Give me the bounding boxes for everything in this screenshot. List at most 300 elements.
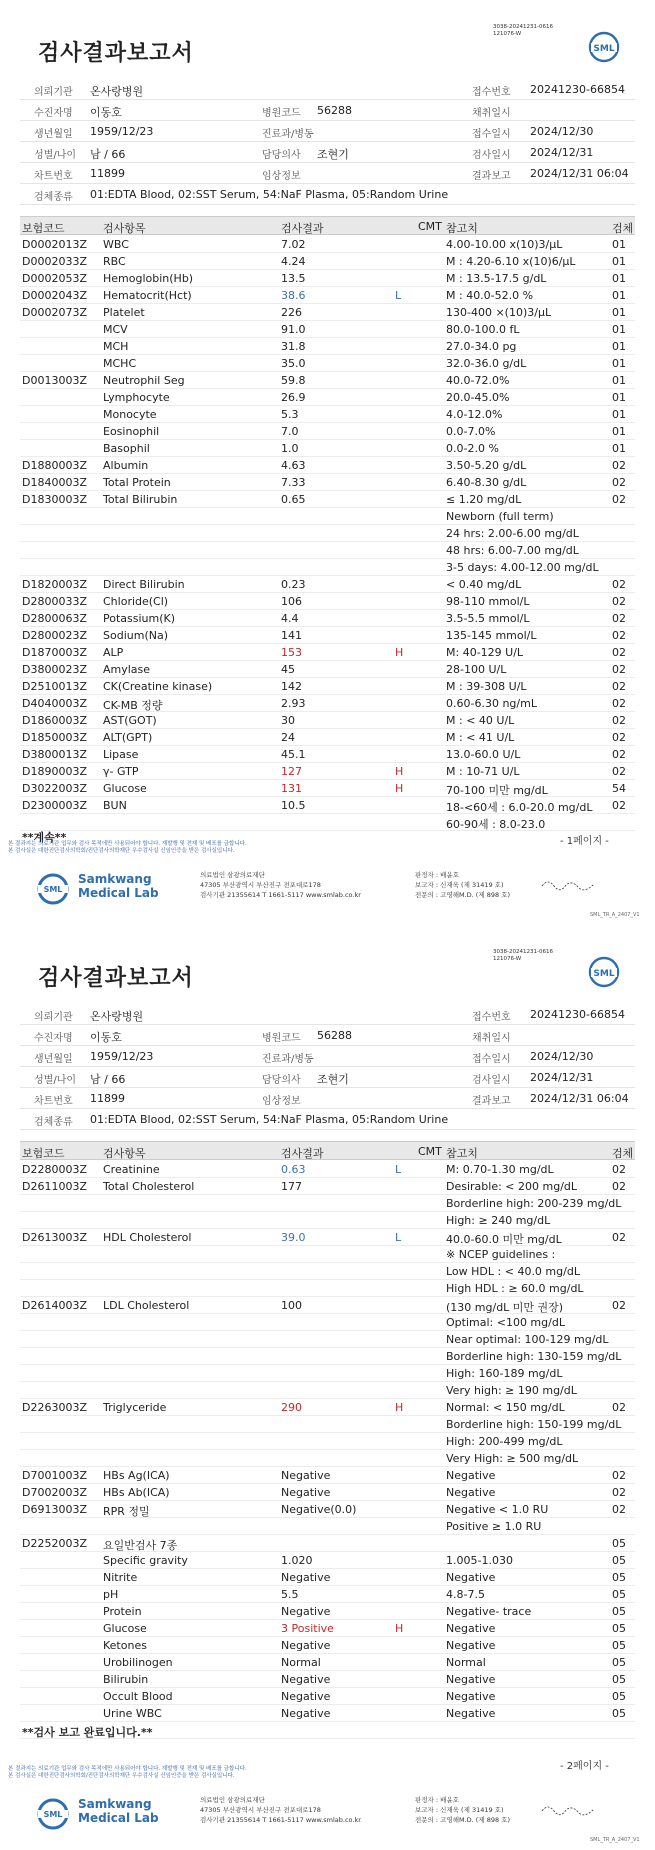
reference-range: Very high: ≥ 190 mg/dL	[446, 1384, 577, 1397]
test-name: 요일반검사 7종	[103, 1539, 178, 1552]
table-row	[20, 729, 635, 746]
test-result: Negative	[281, 1707, 331, 1720]
table-row	[20, 1382, 635, 1399]
test-result: 5.5	[281, 1588, 299, 1601]
test-result: 10.5	[281, 799, 306, 812]
test-code: D1830003Z	[22, 493, 87, 506]
reference-range: Negative	[446, 1690, 496, 1703]
reference-range: ※ NCEP guidelines :	[446, 1248, 556, 1261]
table-row	[20, 253, 635, 270]
specimen-code: 02	[612, 1486, 626, 1499]
table-row	[20, 355, 635, 372]
test-name: Protein	[103, 1605, 142, 1618]
specimen-code: 05	[612, 1588, 626, 1601]
test-name: Triglyceride	[103, 1401, 167, 1414]
sml-logo-icon	[588, 956, 620, 988]
reference-range: M : 10-71 U/L	[446, 765, 520, 778]
table-row	[20, 627, 635, 644]
specimen-code: 05	[612, 1673, 626, 1686]
patient-name: 이동호	[90, 1031, 122, 1044]
table-row	[20, 1569, 635, 1586]
test-code: D2800063Z	[22, 612, 87, 625]
table-row	[20, 1399, 635, 1416]
reference-range: 60-90세 : 8.0-23.0	[446, 818, 546, 831]
test-result: 13.5	[281, 272, 306, 285]
table-row	[20, 1637, 635, 1654]
hospital-name: 온사랑병원	[90, 1010, 144, 1023]
reference-range: 13.0-60.0 U/L	[446, 748, 521, 761]
test-name: Amylase	[103, 663, 151, 676]
reference-range: 0.0-2.0 %	[446, 442, 499, 455]
lab-address: 의료법인 삼광의료재단 47305 부산광역시 부산진구 전포대로178 검사기관 21355614 T 1661-5117 www.smlab.co.kr	[200, 871, 361, 899]
reference-range: Borderline high: 150-199 mg/dL	[446, 1418, 622, 1431]
birth-date: 1959/12/23	[90, 125, 154, 138]
reference-range: M: 40-129 U/L	[446, 646, 524, 659]
test-result: 290	[281, 1401, 302, 1414]
document-id: 3038-20241231-0616 121076-W	[493, 949, 553, 962]
reference-range: Negative	[446, 1639, 496, 1652]
reference-range: 98-110 mmol/L	[446, 595, 530, 608]
notice-text: 본 결과지는 의료기관 업무와 검사 목적에만 사용되어야 합니다. 재발행 및 전재 및 배포를 금합니다. 본 검사실은 대한진단검사의학회/진단검사의학재단 우수검사실 신임인증을 받은 검사실입니다.	[8, 841, 247, 854]
reference-range: Borderline high: 200-239 mg/dL	[446, 1197, 622, 1210]
test-result: 7.02	[281, 238, 306, 251]
test-result: 38.6	[281, 289, 306, 302]
lab-brand: Samkwang Medical Lab	[78, 872, 159, 900]
receipt-number: 20241230-66854	[530, 83, 625, 96]
table-row	[20, 1229, 635, 1246]
specimen-code: 02	[612, 680, 626, 693]
table-row	[20, 525, 635, 542]
table-row	[20, 423, 635, 440]
test-name: Total Bilirubin	[103, 493, 178, 506]
report-title: 검사결과보고서	[38, 966, 194, 991]
reference-range: 0.0-7.0%	[446, 425, 496, 438]
reference-range: M : 40.0-52.0 %	[446, 289, 534, 302]
table-row	[20, 1518, 635, 1535]
reference-range: 80.0-100.0 fL	[446, 323, 520, 336]
test-code: D2252003Z	[22, 1537, 87, 1550]
table-row	[20, 287, 635, 304]
test-result: 226	[281, 306, 302, 319]
form-id: SML_TR_A_2407_V1	[590, 912, 640, 918]
table-row	[20, 1280, 635, 1297]
footer	[0, 862, 655, 910]
result-flag: H	[395, 646, 404, 659]
test-result: 4.63	[281, 459, 306, 472]
test-code: D0002043Z	[22, 289, 87, 302]
table-row	[20, 491, 635, 508]
results-table-header: 보험코드 검사항목 검사결과 CMT 참고치 검체	[20, 216, 635, 235]
test-name: Bilirubin	[103, 1673, 149, 1686]
reference-range: High HDL : ≥ 60.0 mg/dL	[446, 1282, 584, 1295]
reference-range: < 0.40 mg/dL	[446, 578, 522, 591]
test-code: D7002003Z	[22, 1486, 87, 1499]
test-name: HBs Ab(ICA)	[103, 1486, 170, 1499]
result-flag: L	[395, 1231, 402, 1244]
test-code: D2510013Z	[22, 680, 87, 693]
specimen-code: 02	[612, 1231, 626, 1244]
specimen-code: 02	[612, 646, 626, 659]
page-number: - 1페이지 -	[560, 836, 609, 847]
reference-range: 4.8-7.5	[446, 1588, 485, 1601]
specimen-code: 01	[612, 289, 626, 302]
specimen-code: 01	[612, 323, 626, 336]
specimen-code: 02	[612, 1503, 626, 1516]
specimen-code: 02	[612, 1180, 626, 1193]
table-row	[20, 1161, 635, 1178]
hospital-code: 56288	[317, 104, 352, 117]
reference-range: 135-145 mmol/L	[446, 629, 537, 642]
specimen-code: 02	[612, 612, 626, 625]
test-code: D4040003Z	[22, 697, 87, 710]
reference-range: Negative- trace	[446, 1605, 532, 1618]
page-number: - 2페이지 -	[560, 1761, 609, 1772]
table-row	[20, 746, 635, 763]
test-code: D3800013Z	[22, 748, 87, 761]
test-result: 0.23	[281, 578, 306, 591]
reference-range: 3-5 days: 4.00-12.00 mg/dL	[446, 561, 599, 574]
specimen-code: 05	[612, 1707, 626, 1720]
table-row	[20, 1501, 635, 1518]
specimen-code: 02	[612, 799, 626, 812]
table-row	[20, 270, 635, 287]
result-flag: L	[395, 289, 402, 302]
test-name: RPR 정밀	[103, 1505, 150, 1518]
reference-range: 3.5-5.5 mmol/L	[446, 612, 530, 625]
specimen-code: 01	[612, 425, 626, 438]
specimen-code: 02	[612, 697, 626, 710]
table-row	[20, 1688, 635, 1705]
test-name: MCV	[103, 323, 128, 336]
reference-range: Negative	[446, 1571, 496, 1584]
result-flag: L	[395, 1163, 402, 1176]
table-row	[20, 1705, 635, 1722]
signature-icon	[540, 876, 600, 892]
test-result: 35.0	[281, 357, 306, 370]
receipt-number: 20241230-66854	[530, 1008, 625, 1021]
test-result: 4.24	[281, 255, 306, 268]
table-row	[20, 389, 635, 406]
reference-range: (130 mg/dL 미만 권장)	[446, 1301, 564, 1314]
test-name: CK(Creatine kinase)	[103, 680, 213, 693]
document-id: 3038-20241231-0616 121076-W	[493, 24, 553, 37]
specimen-code: 02	[612, 1299, 626, 1312]
specimen-code: 01	[612, 442, 626, 455]
test-code: D0002073Z	[22, 306, 87, 319]
hospital-name: 온사랑병원	[90, 85, 144, 98]
table-row	[20, 1195, 635, 1212]
form-id: SML_TR_A_2407_V1	[590, 1837, 640, 1843]
table-row	[20, 695, 635, 712]
test-name: Albumin	[103, 459, 149, 472]
svg-text:SML: SML	[593, 969, 615, 979]
test-name: Hemoglobin(Hb)	[103, 272, 194, 285]
results-table-header: 보험코드 검사항목 검사결과 CMT 참고치 검체	[20, 1141, 635, 1160]
test-result: Negative	[281, 1673, 331, 1686]
test-result: 127	[281, 765, 302, 778]
test-result: 59.8	[281, 374, 306, 387]
samkwang-logo-icon	[36, 872, 70, 906]
test-name: Nitrite	[103, 1571, 138, 1584]
specimen-code: 05	[612, 1690, 626, 1703]
test-code: D0002013Z	[22, 238, 87, 251]
test-name: Neutrophil Seg	[103, 374, 185, 387]
reference-range: Negative	[446, 1622, 496, 1635]
table-row	[20, 338, 635, 355]
test-name: Total Protein	[103, 476, 171, 489]
table-row	[20, 559, 635, 576]
reference-range: Positive ≥ 1.0 RU	[446, 1520, 542, 1533]
specimen-code: 01	[612, 255, 626, 268]
specimen-code: 02	[612, 1401, 626, 1414]
reference-range: Normal: < 150 mg/dL	[446, 1401, 565, 1414]
test-name: Monocyte	[103, 408, 157, 421]
test-code: D2280003Z	[22, 1163, 87, 1176]
table-row	[20, 1365, 635, 1382]
specimen-code: 54	[612, 782, 626, 795]
reference-range: High: 200-499 mg/dL	[446, 1435, 563, 1448]
test-code: D0002053Z	[22, 272, 87, 285]
table-row	[20, 1212, 635, 1229]
specimen-code: 02	[612, 1469, 626, 1482]
table-row	[20, 1263, 635, 1280]
table-row	[20, 1603, 635, 1620]
test-name: Chloride(Cl)	[103, 595, 169, 608]
reference-range: ≤ 1.20 mg/dL	[446, 493, 522, 506]
test-result: 3 Positive	[281, 1622, 334, 1635]
test-result: 91.0	[281, 323, 306, 336]
table-row	[20, 814, 635, 831]
table-row	[20, 797, 635, 814]
reported-datetime: 2024/12/31 06:04	[530, 167, 629, 180]
table-row	[20, 593, 635, 610]
test-code: D1890003Z	[22, 765, 87, 778]
specimen-code: 05	[612, 1622, 626, 1635]
hospital-code: 56288	[317, 1029, 352, 1042]
reference-range: 3.50-5.20 g/dL	[446, 459, 527, 472]
reference-range: Normal	[446, 1656, 486, 1669]
specimen-code: 01	[612, 340, 626, 353]
specimen-types: 01:EDTA Blood, 02:SST Serum, 54:NaF Plasma, 05:Random Urine	[90, 1113, 449, 1126]
footer	[0, 1787, 655, 1835]
reference-range: M : 13.5-17.5 g/dL	[446, 272, 547, 285]
test-result: 2.93	[281, 697, 306, 710]
test-result: 45	[281, 663, 295, 676]
test-name: HBs Ag(ICA)	[103, 1469, 170, 1482]
test-code: D0002033Z	[22, 255, 87, 268]
table-row	[20, 610, 635, 627]
table-row	[20, 644, 635, 661]
test-name: γ- GTP	[103, 765, 139, 778]
specimen-code: 02	[612, 476, 626, 489]
test-name: LDL Cholesterol	[103, 1299, 190, 1312]
table-row	[20, 304, 635, 321]
results-table-page-1	[20, 236, 635, 831]
reported-datetime: 2024/12/31 06:04	[530, 1092, 629, 1105]
doctor-name: 조현기	[317, 1073, 349, 1086]
report-title: 검사결과보고서	[38, 41, 194, 66]
test-result: Negative(0.0)	[281, 1503, 357, 1516]
sex-age: 남 / 66	[90, 148, 126, 161]
reference-range: 40.0-60.0 미만 mg/dL	[446, 1233, 562, 1246]
test-name: Urine WBC	[103, 1707, 162, 1720]
svg-text:SML: SML	[43, 1810, 63, 1819]
test-result: 177	[281, 1180, 302, 1193]
test-result: 100	[281, 1299, 302, 1312]
table-row	[20, 1552, 635, 1569]
specimen-code: 05	[612, 1571, 626, 1584]
test-name: pH	[103, 1588, 119, 1601]
table-row	[20, 780, 635, 797]
table-row	[20, 661, 635, 678]
test-result: 31.8	[281, 340, 306, 353]
test-name: Basophil	[103, 442, 150, 455]
table-row	[20, 474, 635, 491]
specimen-code: 02	[612, 663, 626, 676]
table-row	[20, 1586, 635, 1603]
notice-text: 본 결과지는 의료기관 업무와 검사 목적에만 사용되어야 합니다. 재발행 및 전재 및 배포를 금합니다. 본 검사실은 대한진단검사의학회/진단검사의학재단 우수검사실 신임인증을 받은 검사실입니다.	[8, 1766, 247, 1779]
reference-range: M : 39-308 U/L	[446, 680, 527, 693]
report-end-marker: **검사 보고 완료입니다.**	[20, 1722, 635, 1739]
test-code: D1880003Z	[22, 459, 87, 472]
test-name: HDL Cholesterol	[103, 1231, 192, 1244]
test-result: 39.0	[281, 1231, 306, 1244]
table-row	[20, 1297, 635, 1314]
specimen-code: 02	[612, 629, 626, 642]
table-row	[20, 457, 635, 474]
test-result: 106	[281, 595, 302, 608]
chart-number: 11899	[90, 167, 125, 180]
reference-range: 24 hrs: 2.00-6.00 mg/dL	[446, 527, 579, 540]
test-name: Glucose	[103, 1622, 147, 1635]
table-row	[20, 1348, 635, 1365]
specimen-code: 01	[612, 374, 626, 387]
specimen-code: 05	[612, 1656, 626, 1669]
test-name: Creatinine	[103, 1163, 160, 1176]
reference-range: 4.0-12.0%	[446, 408, 503, 421]
reference-range: 28-100 U/L	[446, 663, 507, 676]
birth-date: 1959/12/23	[90, 1050, 154, 1063]
patient-name: 이동호	[90, 106, 122, 119]
table-row	[20, 678, 635, 695]
doctor-name: 조현기	[317, 148, 349, 161]
test-name: Glucose	[103, 782, 147, 795]
reference-range: Negative	[446, 1486, 496, 1499]
test-name: Specific gravity	[103, 1554, 188, 1567]
test-name: Eosinophil	[103, 425, 160, 438]
table-row	[20, 1654, 635, 1671]
result-flag: H	[395, 1622, 404, 1635]
test-code: D0013003Z	[22, 374, 87, 387]
signatures: 판정자 : 배윤호 보고자 : 신재욱 (제 31419 호) 전문의 : 고영해M.D. (제 898 호)	[415, 871, 510, 899]
reference-range: 0.60-6.30 ng/mL	[446, 697, 537, 710]
reference-range: Newborn (full term)	[446, 510, 554, 523]
specimen-code: 01	[612, 408, 626, 421]
specimen-code: 05	[612, 1605, 626, 1618]
received-date: 2024/12/30	[530, 125, 594, 138]
reference-range: 40.0-72.0%	[446, 374, 510, 387]
test-name: ALT(GPT)	[103, 731, 153, 744]
reference-range: Near optimal: 100-129 mg/dL	[446, 1333, 609, 1346]
report-page-2	[0, 925, 655, 1850]
reference-range: 18-<60세 : 6.0-20.0 mg/dL	[446, 801, 593, 814]
test-name: Occult Blood	[103, 1690, 173, 1703]
chart-number: 11899	[90, 1092, 125, 1105]
reference-range: 130-400 ×(10)3/μL	[446, 306, 552, 319]
test-result: Negative	[281, 1639, 331, 1652]
test-result: 0.65	[281, 493, 306, 506]
specimen-code: 05	[612, 1639, 626, 1652]
specimen-code: 02	[612, 459, 626, 472]
tested-date: 2024/12/31	[530, 1071, 594, 1084]
test-result: 24	[281, 731, 295, 744]
table-row	[20, 576, 635, 593]
reference-range: Negative	[446, 1673, 496, 1686]
sex-age: 남 / 66	[90, 1073, 126, 1086]
test-code: D2800023Z	[22, 629, 87, 642]
table-row	[20, 1246, 635, 1263]
reference-range: M: 0.70-1.30 mg/dL	[446, 1163, 554, 1176]
table-row	[20, 1467, 635, 1484]
test-name: ALP	[103, 646, 124, 659]
sml-logo-icon	[588, 31, 620, 63]
test-name: Direct Bilirubin	[103, 578, 185, 591]
reference-range: 32.0-36.0 g/dL	[446, 357, 527, 370]
specimen-code: 05	[612, 1537, 626, 1550]
table-row	[20, 1331, 635, 1348]
specimen-code: 02	[612, 595, 626, 608]
reference-range: M : < 40 U/L	[446, 714, 515, 727]
table-row	[20, 321, 635, 338]
reference-range: High: 160-189 mg/dL	[446, 1367, 563, 1380]
test-code: D2613003Z	[22, 1231, 87, 1244]
test-result: Negative	[281, 1469, 331, 1482]
test-name: Lipase	[103, 748, 139, 761]
test-result: Negative	[281, 1605, 331, 1618]
test-name: MCHC	[103, 357, 137, 370]
test-name: Ketones	[103, 1639, 147, 1652]
table-row	[20, 440, 635, 457]
test-result: 7.0	[281, 425, 299, 438]
specimen-code: 02	[612, 765, 626, 778]
received-date: 2024/12/30	[530, 1050, 594, 1063]
test-code: D2300003Z	[22, 799, 87, 812]
test-result: 141	[281, 629, 302, 642]
reference-range: 48 hrs: 6.00-7.00 mg/dL	[446, 544, 579, 557]
table-row	[20, 542, 635, 559]
reference-range: M : 4.20-6.10 x(10)6/μL	[446, 255, 576, 268]
table-row	[20, 1416, 635, 1433]
test-name: Platelet	[103, 306, 145, 319]
reference-range: Desirable: < 200 mg/dL	[446, 1180, 578, 1193]
test-result: 30	[281, 714, 295, 727]
reference-range: Negative	[446, 1469, 496, 1482]
signatures: 판정자 : 배윤호 보고자 : 신재욱 (제 31419 호) 전문의 : 고영해M.D. (제 898 호)	[415, 1796, 510, 1824]
table-row	[20, 1671, 635, 1688]
specimen-code: 01	[612, 272, 626, 285]
test-code: D2263003Z	[22, 1401, 87, 1414]
test-result: Negative	[281, 1690, 331, 1703]
test-code: D1870003Z	[22, 646, 87, 659]
results-table-page-2	[20, 1161, 635, 1739]
test-result: Normal	[281, 1656, 321, 1669]
table-row	[20, 1620, 635, 1637]
table-row	[20, 1535, 635, 1552]
specimen-code: 05	[612, 1554, 626, 1567]
test-result: 153	[281, 646, 302, 659]
svg-text:SML: SML	[43, 885, 63, 894]
test-name: Potassium(K)	[103, 612, 176, 625]
